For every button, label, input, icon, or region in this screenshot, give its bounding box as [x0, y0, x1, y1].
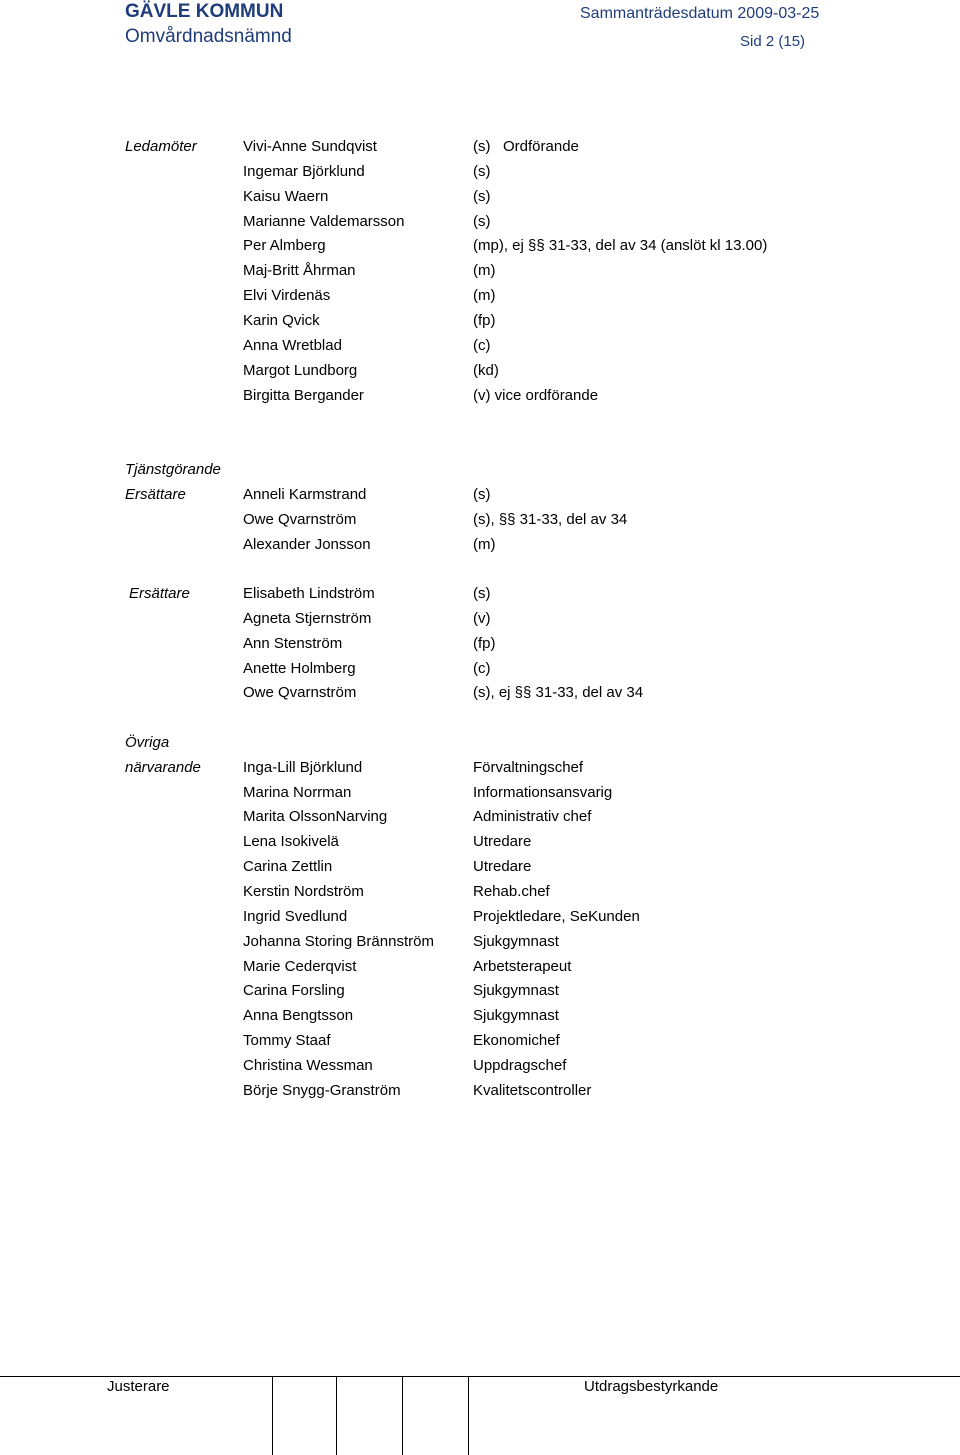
- member-party: (c): [473, 660, 491, 677]
- member-name: Elvi Virdenäs: [243, 287, 331, 304]
- member-party: (m): [473, 262, 496, 279]
- member-party: (s), ej §§ 31-33, del av 34: [473, 684, 644, 701]
- member-party: (fp): [473, 312, 496, 329]
- member-party: (s): [473, 188, 491, 205]
- member-party: (s), §§ 31-33, del av 34: [473, 511, 628, 528]
- member-name: Elisabeth Lindström: [243, 585, 375, 602]
- attendee-role: Sjukgymnast: [473, 933, 559, 950]
- signature-box-divider: [468, 1376, 469, 1455]
- attendee-name: Anna Bengtsson: [243, 1007, 354, 1024]
- attendee-role: Informationsansvarig: [473, 784, 613, 801]
- attendee-role: Administrativ chef: [473, 808, 592, 825]
- attendee-name: Marita OlssonNarving: [243, 808, 388, 825]
- meeting-date: Sammanträdesdatum 2009-03-25: [580, 5, 820, 22]
- attendee-role: Förvaltningschef: [473, 759, 584, 776]
- member-party: (kd): [473, 362, 499, 379]
- attendee-role: Ekonomichef: [473, 1032, 560, 1049]
- page-number: Sid 2 (15): [740, 33, 806, 50]
- member-name: Margot Lundborg: [243, 362, 358, 379]
- section-label: Ersättare: [129, 585, 190, 602]
- signature-box-divider: [272, 1376, 273, 1455]
- attendee-role: Sjukgymnast: [473, 1007, 559, 1024]
- attendee-role: Arbetsterapeut: [473, 958, 572, 975]
- member-party: (s): [473, 585, 491, 602]
- attendee-role: Sjukgymnast: [473, 982, 559, 999]
- attendee-name: Johanna Storing Brännström: [243, 933, 434, 950]
- member-name: Anna Wretblad: [243, 337, 342, 354]
- attendee-role: Uppdragschef: [473, 1057, 567, 1074]
- organization-name: GÄVLE KOMMUN: [125, 1, 284, 22]
- attendee-name: Ingrid Svedlund: [243, 908, 348, 925]
- member-party: (v): [473, 610, 491, 627]
- member-party: (m): [473, 287, 496, 304]
- member-name: Maj-Britt Åhrman: [243, 262, 356, 279]
- member-name: Marianne Valdemarsson: [243, 213, 405, 230]
- member-name: Owe Qvarnström: [243, 511, 357, 528]
- member-name: Ann Stenström: [243, 635, 343, 652]
- justerare-label: Justerare: [107, 1378, 170, 1395]
- section-label: Ersättare: [125, 486, 186, 503]
- committee-name: Omvårdnadsnämnd: [125, 26, 292, 47]
- section-label-line1: Övriga: [125, 734, 170, 751]
- attendee-role: Kvalitetscontroller: [473, 1082, 592, 1099]
- attendee-name: Marie Cederqvist: [243, 958, 357, 975]
- member-name: Birgitta Bergander: [243, 387, 364, 404]
- attendee-role: Projektledare, SeKunden: [473, 908, 640, 925]
- attendee-role: Rehab.chef: [473, 883, 550, 900]
- attendee-name: Börje Snygg-Granström: [243, 1082, 401, 1099]
- member-party: (c): [473, 337, 491, 354]
- member-name: Alexander Jonsson: [243, 536, 371, 553]
- signature-box-divider: [402, 1376, 403, 1455]
- member-role: Ordförande: [503, 138, 579, 155]
- attendee-name: Marina Norrman: [243, 784, 352, 801]
- attendee-name: Carina Zettlin: [243, 858, 333, 875]
- member-party: (v) vice ordförande: [473, 387, 599, 404]
- member-party: (mp), ej §§ 31-33, del av 34 (anslöt kl 13.00): [473, 237, 768, 254]
- utdragsbestyrkande-label: Utdragsbestyrkande: [584, 1378, 719, 1395]
- member-party: (s): [473, 163, 491, 180]
- member-name: Agneta Stjernström: [243, 610, 372, 627]
- attendee-name: Christina Wessman: [243, 1057, 373, 1074]
- member-name: Kaisu Waern: [243, 188, 329, 205]
- attendee-role: Utredare: [473, 833, 532, 850]
- attendee-name: Kerstin Nordström: [243, 883, 364, 900]
- member-party: (s): [473, 213, 491, 230]
- attendee-name: Tommy Staaf: [243, 1032, 331, 1049]
- attendee-name: Carina Forsling: [243, 982, 345, 999]
- section-label-line2: närvarande: [125, 759, 201, 776]
- signature-box-divider: [336, 1376, 337, 1455]
- attendee-role: Utredare: [473, 858, 532, 875]
- attendee-name: Lena Isokivelä: [243, 833, 339, 850]
- member-name: Anneli Karmstrand: [243, 486, 367, 503]
- footer-rule: [0, 1376, 960, 1377]
- section-heading: Tjänstgörande: [125, 461, 221, 478]
- section-label: Ledamöter: [125, 138, 197, 155]
- member-name: Owe Qvarnström: [243, 684, 357, 701]
- member-party: (s): [473, 138, 491, 155]
- member-party: (m): [473, 536, 496, 553]
- attendee-name: Inga-Lill Björklund: [243, 759, 363, 776]
- member-name: Per Almberg: [243, 237, 326, 254]
- member-name: Ingemar Björklund: [243, 163, 365, 180]
- member-name: Vivi-Anne Sundqvist: [243, 138, 377, 155]
- member-name: Anette Holmberg: [243, 660, 356, 677]
- member-party: (s): [473, 486, 491, 503]
- member-party: (fp): [473, 635, 496, 652]
- member-name: Karin Qvick: [243, 312, 320, 329]
